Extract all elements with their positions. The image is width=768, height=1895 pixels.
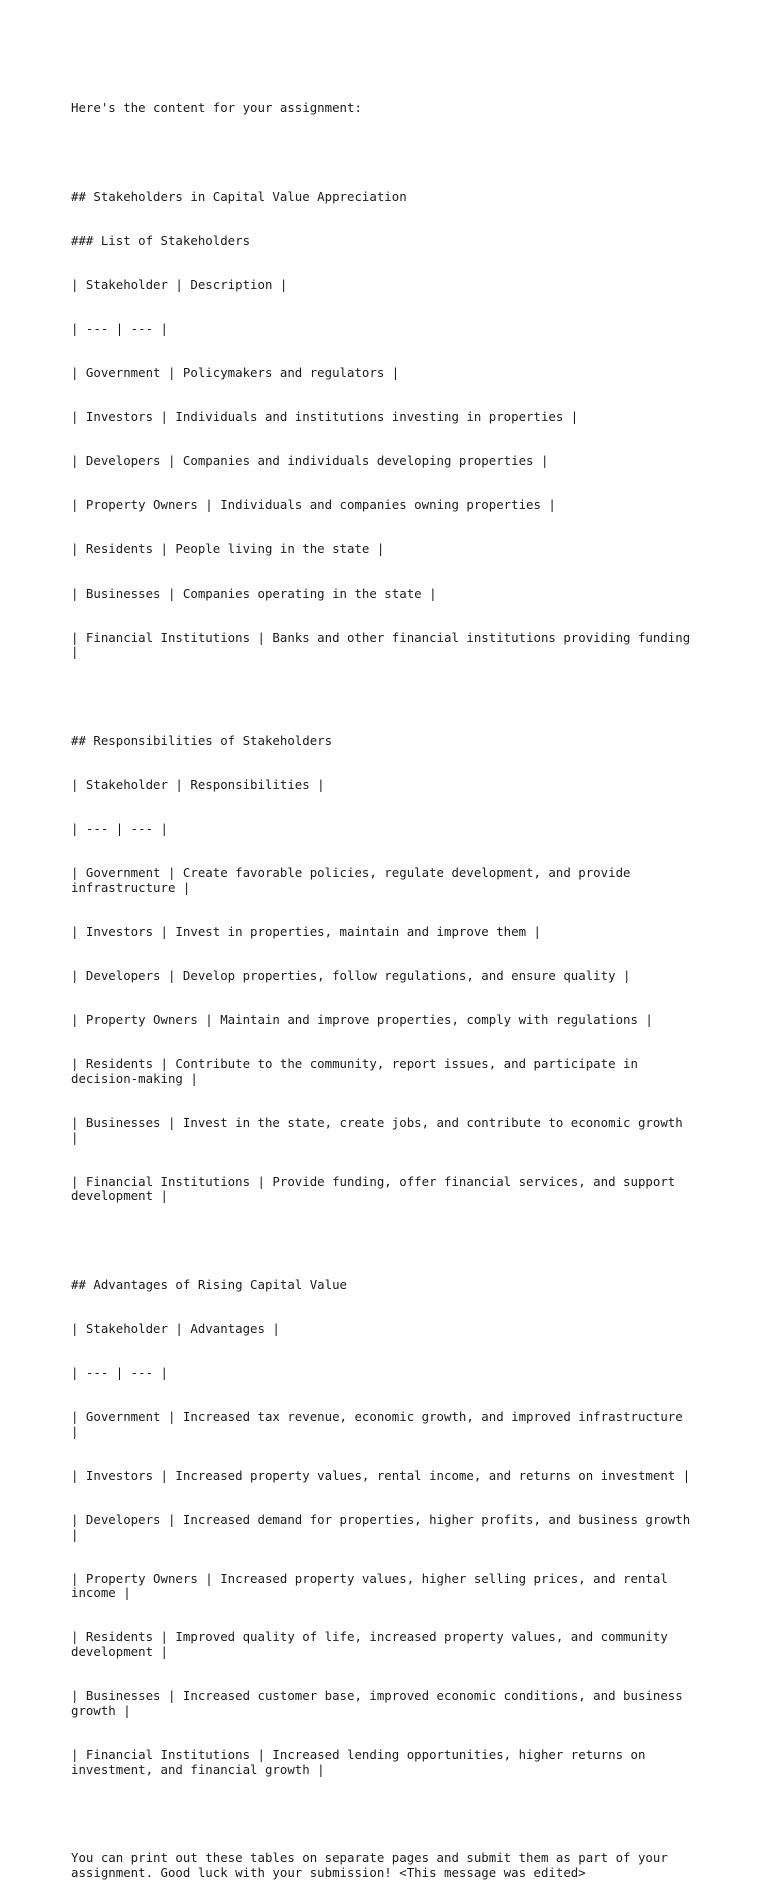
table-row: | Property Owners | Increased property values, higher selling prices, and rental income | xyxy=(71,1570,668,1601)
table-row: | Developers | Companies and individuals developing properties | xyxy=(71,453,549,469)
table-row: | Government | Create favorable policies, regulate development, and provide infrastructure | xyxy=(71,864,631,895)
table-row: | Financial Institutions | Provide funding, offer financial services, and support development | xyxy=(71,1173,676,1204)
table-row: | Residents | Contribute to the community, report issues, and participate in decision-making | xyxy=(71,1056,638,1086)
table-row: | Investors | Increased property values, rental income, and returns on investment | xyxy=(71,1467,691,1483)
table-row: | Government | Increased tax revenue, economic growth, and improved infrastructure | xyxy=(71,1408,683,1439)
table-row: | Government | Policymakers and regulators | xyxy=(71,365,400,381)
table-row: | Property Owners | Maintain and improve properties, comply with regulations | xyxy=(71,1011,653,1027)
section-heading: ## Responsibilities of Stakeholders xyxy=(71,732,333,748)
section-heading: ## Stakeholders in Capital Value Appreciation xyxy=(71,188,407,204)
blank-line xyxy=(71,1807,711,1822)
table-row: | Residents | People living in the state | xyxy=(71,541,385,557)
table-header-row: | Stakeholder | Advantages | xyxy=(71,1320,280,1336)
table-header-row: | Stakeholder | Responsibilities | xyxy=(71,776,325,792)
subsection-heading: ### List of Stakeholders xyxy=(71,232,251,248)
table-row: | Financial Institutions | Banks and other financial institutions providing funding | xyxy=(71,629,691,660)
table-row: | Businesses | Increased customer base, improved economic conditions, and business growth | xyxy=(71,1688,683,1718)
table-separator-row: | --- | --- | xyxy=(71,1364,168,1380)
blank-line xyxy=(71,1234,711,1249)
table-row: | Property Owners | Individuals and companies owning properties | xyxy=(71,497,556,513)
blank-line xyxy=(71,690,711,705)
document-body xyxy=(71,72,711,1895)
table-row: | Businesses | Companies operating in the state | xyxy=(71,585,437,601)
table-row: | Developers | Increased demand for properties, higher profits, and business growth | xyxy=(71,1511,691,1542)
table-separator-row: | --- | --- | xyxy=(71,820,168,836)
table-row: | Developers | Develop properties, follow regulations, and ensure quality | xyxy=(71,967,631,983)
blank-line xyxy=(71,146,711,161)
intro-line: Here's the content for your assignment: xyxy=(71,100,362,116)
table-row: | Investors | Invest in properties, maintain and improve them | xyxy=(71,923,541,939)
section-heading: ## Advantages of Rising Capital Value xyxy=(71,1276,348,1292)
table-header-row: | Stakeholder | Description | xyxy=(71,276,288,292)
table-row: | Residents | Improved quality of life, increased property values, and community development | xyxy=(71,1629,668,1660)
table-row: | Financial Institutions | Increased lending opportunities, higher returns on investment, and financial growth | xyxy=(71,1747,646,1777)
table-row: | Investors | Individuals and institutions investing in properties | xyxy=(71,409,579,425)
table-separator-row: | --- | --- | xyxy=(71,320,168,336)
closing-paragraph: You can print out these tables on separate pages and submit them as part of your assignment. Good luck with your submission! <This message was edited> xyxy=(71,1850,668,1880)
table-row: | Businesses | Invest in the state, create jobs, and contribute to economic growth | xyxy=(71,1114,683,1145)
